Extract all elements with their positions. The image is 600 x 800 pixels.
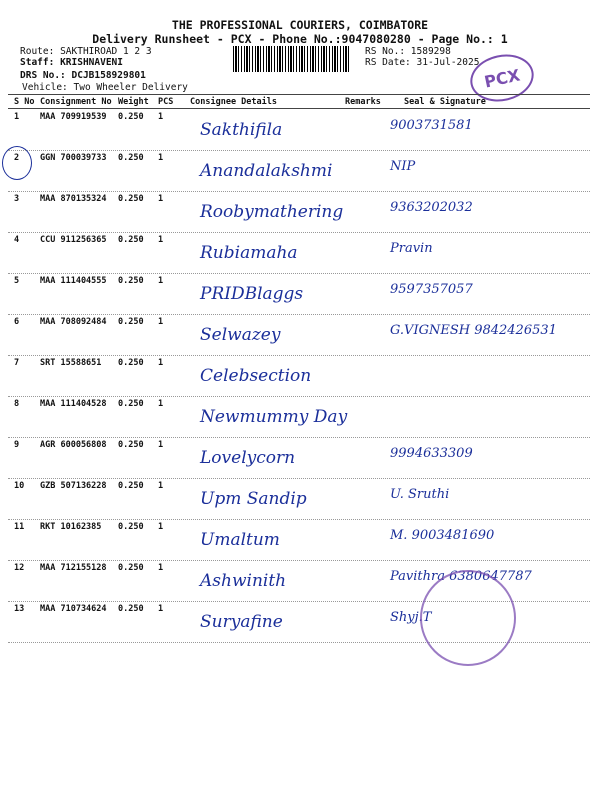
consignment-number: CCU 911256365 [40,235,107,245]
hand-drawn-circle [2,146,32,180]
consignment-number: MAA 870135324 [40,194,107,204]
pieces-count: 1 [158,112,164,122]
weight-value: 0.250 [118,317,144,327]
consignment-number: RKT 10162385 [40,522,102,532]
signature-handwriting: Pavithra 6380647787 [390,569,532,584]
consignee-handwriting: Celebsection [200,366,312,386]
row-divider [8,232,590,233]
signature-handwriting: 9003731581 [390,118,473,133]
row-divider [8,150,590,151]
consignment-number: MAA 111404555 [40,276,107,286]
signature-handwriting: Pravin [390,241,433,256]
route-info: Route: SAKTHIROAD 1 2 3 [20,46,152,57]
pieces-count: 1 [158,563,164,573]
consignment-number: MAA 111404528 [40,399,107,409]
signature-handwriting: 9363202032 [390,200,473,215]
column-header: S No [14,97,35,107]
row-divider [8,396,590,397]
signature-handwriting: 9994633309 [390,446,473,461]
consignee-handwriting: Sakthifila [200,120,283,140]
row-divider [8,519,590,520]
pieces-count: 1 [158,153,164,163]
weight-value: 0.250 [118,112,144,122]
weight-value: 0.250 [118,440,144,450]
signature-handwriting: 9597357057 [390,282,473,297]
consignee-handwriting: Lovelycorn [200,448,296,468]
signature-handwriting: NIP [390,159,416,174]
consignment-number: GGN 700039733 [40,153,107,163]
weight-value: 0.250 [118,604,144,614]
staff-info: Staff: KRISHNAVENI [20,57,123,68]
weight-value: 0.250 [118,153,144,163]
consignment-number: MAA 709919539 [40,112,107,122]
consignment-number: AGR 600056808 [40,440,107,450]
company-title: THE PROFESSIONAL COURIERS, COIMBATORE [171,18,429,32]
pieces-count: 1 [158,235,164,245]
signature-handwriting: G.VIGNESH 9842426531 [390,323,557,338]
serial-number: 11 [14,522,25,532]
header-rule-top [8,94,590,95]
consignment-number: SRT 15588651 [40,358,102,368]
serial-number: 4 [14,235,20,245]
consignee-handwriting: Anandalakshmi [200,161,333,181]
consignee-handwriting: Ashwinith [200,571,287,591]
pcx-stamp: PCX [466,49,538,107]
consignee-handwriting: Upm Sandip [200,489,307,509]
serial-number: 5 [14,276,20,286]
serial-number: 2 [14,153,20,163]
barcode [233,46,351,72]
column-header: Seal & Signature [404,97,486,107]
pieces-count: 1 [158,399,164,409]
pieces-count: 1 [158,276,164,286]
consignment-number: MAA 708092484 [40,317,107,327]
column-header: Consignee Details [190,97,277,107]
serial-number: 13 [14,604,25,614]
row-divider [8,273,590,274]
weight-value: 0.250 [118,235,144,245]
serial-number: 9 [14,440,20,450]
consignment-number: GZB 507136228 [40,481,107,491]
serial-number: 1 [14,112,20,122]
serial-number: 3 [14,194,20,204]
pieces-count: 1 [158,317,164,327]
column-header: PCS [158,97,174,107]
round-seal-stamp [420,570,516,666]
pieces-count: 1 [158,481,164,491]
consignee-handwriting: PRIDBlaggs [200,284,304,304]
pieces-count: 1 [158,440,164,450]
consignee-handwriting: Selwazey [200,325,281,345]
vehicle-info: Vehicle: Two Wheeler Delivery [22,82,188,93]
serial-number: 10 [14,481,25,491]
weight-value: 0.250 [118,194,144,204]
consignee-handwriting: Rubiamaha [200,243,298,263]
drs-info: DRS No.: DCJB158929801 [20,70,146,81]
row-divider [8,478,590,479]
column-header: Remarks [345,97,381,107]
consignee-handwriting: Roobymathering [200,202,344,222]
consignment-number: MAA 710734624 [40,604,107,614]
weight-value: 0.250 [118,522,144,532]
pieces-count: 1 [158,194,164,204]
weight-value: 0.250 [118,563,144,573]
pieces-count: 1 [158,358,164,368]
rs-number: RS No.: 1589298 [365,46,451,57]
row-divider [8,560,590,561]
row-divider [8,191,590,192]
weight-value: 0.250 [118,399,144,409]
serial-number: 6 [14,317,20,327]
consignment-number: MAA 712155128 [40,563,107,573]
signature-handwriting: Shyj.T [390,610,432,625]
weight-value: 0.250 [118,481,144,491]
signature-handwriting: U. Sruthi [390,487,450,502]
row-divider [8,314,590,315]
header-rule-bottom [8,108,590,109]
row-divider [8,437,590,438]
weight-value: 0.250 [118,358,144,368]
serial-number: 8 [14,399,20,409]
consignee-handwriting: Umaltum [200,530,280,550]
weight-value: 0.250 [118,276,144,286]
pieces-count: 1 [158,604,164,614]
column-header: Consignment No [40,97,112,107]
serial-number: 7 [14,358,20,368]
consignee-handwriting: Suryafine [200,612,283,632]
rs-date: RS Date: 31-Jul-2025 [365,57,480,68]
consignee-handwriting: Newmummy Day [200,407,348,427]
serial-number: 12 [14,563,25,573]
column-header: Weight [118,97,149,107]
runsheet-subtitle: Delivery Runsheet - PCX - Phone No.:9047080280 - Page No.: 1 [92,32,508,46]
signature-handwriting: M. 9003481690 [390,528,495,543]
pieces-count: 1 [158,522,164,532]
row-divider [8,355,590,356]
